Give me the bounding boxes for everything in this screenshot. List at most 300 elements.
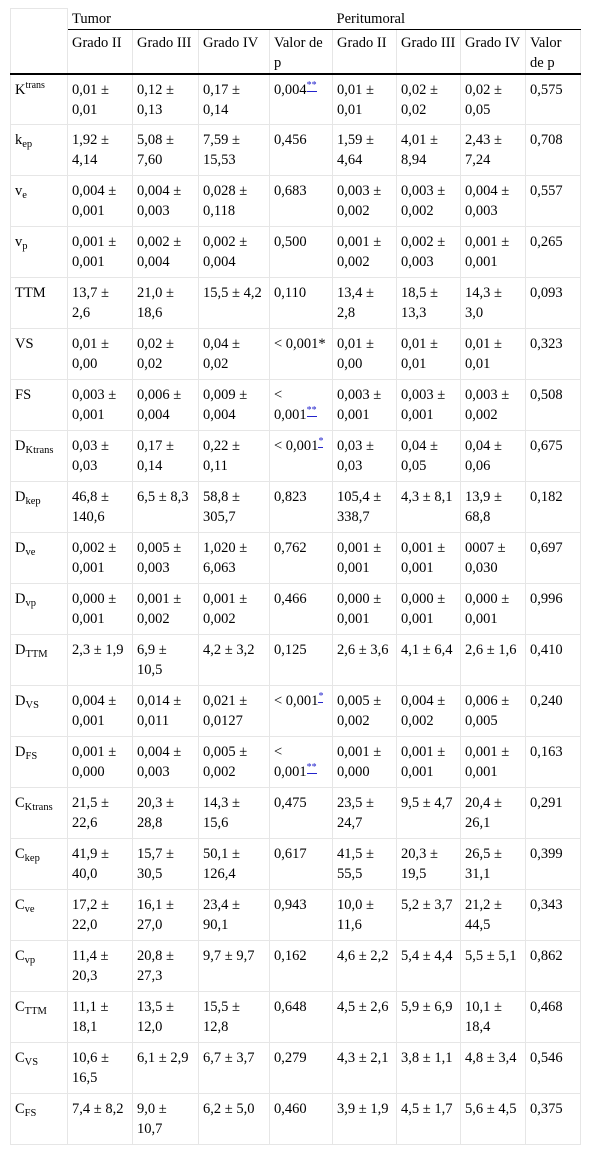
value-cell (133, 533, 199, 584)
cell-value: 0,001 ± 0,002 (203, 591, 248, 627)
cell-value: 1,59 ± 4,64 (337, 132, 374, 168)
cell-value: 0,460 (274, 1101, 307, 1117)
cell-value: < 0,001 (274, 744, 307, 780)
cell-value: 0,22 ± 0,11 (203, 438, 240, 474)
footnote-link[interactable]: * (318, 691, 324, 702)
corner-cell-lower (11, 29, 68, 74)
cell-value: 0,005 ± 0,002 (337, 693, 382, 729)
row-label-base: C (15, 897, 25, 913)
row-label-subscript: TTM (24, 1006, 47, 1017)
value-cell (333, 890, 397, 941)
cell-value: 4,5 ± 1,7 (401, 1101, 453, 1117)
cell-value: 0,163 (530, 744, 563, 760)
cell-value: 0,557 (530, 183, 563, 199)
p-value-cell (526, 329, 581, 380)
cell-value: 2,6 ± 3,6 (337, 642, 389, 658)
cell-value: 41,5 ± 55,5 (337, 846, 374, 882)
cell-value: 0,028 ± 0,118 (203, 183, 248, 219)
row-label-subscript: FS (25, 751, 38, 762)
table-container (10, 8, 580, 1145)
cell-value: 11,1 ± 18,1 (72, 999, 109, 1035)
value-cell (68, 533, 133, 584)
value-cell (397, 839, 461, 890)
cell-value: 0,468 (530, 999, 563, 1015)
cell-value: 0,003 ± 0,002 (465, 387, 510, 423)
value-cell (461, 839, 526, 890)
cell-value: 0,02 ± 0,05 (465, 81, 502, 118)
cell-value: 9,7 ± 9,7 (203, 948, 255, 964)
row-label-base: C (15, 1101, 25, 1117)
cell-value: 0,02 ± 0,02 (137, 336, 174, 372)
cell-value: 0,003 ± 0,002 (337, 183, 382, 219)
row-label-subscript: vp (24, 955, 36, 966)
cell-value: 15,7 ± 30,5 (137, 846, 174, 882)
cell-value: 0,110 (274, 285, 307, 301)
value-cell (461, 635, 526, 686)
column-header: Grado IV (461, 29, 526, 74)
cell-value: 5,4 ± 4,4 (401, 948, 453, 964)
cell-value: 7,59 ± 15,53 (203, 132, 240, 168)
value-cell (133, 278, 199, 329)
value-cell (68, 125, 133, 176)
table-row (11, 380, 581, 431)
cell-value: 0,265 (530, 234, 563, 250)
cell-value: 0,000 ± 0,001 (72, 591, 117, 627)
cell-value: 0,014 ± 0,011 (137, 693, 182, 729)
value-cell (397, 635, 461, 686)
value-cell (461, 890, 526, 941)
cell-value: 4,3 ± 8,1 (401, 489, 453, 505)
cell-value: 5,6 ± 4,5 (465, 1101, 517, 1117)
value-cell (133, 431, 199, 482)
value-cell (461, 74, 526, 125)
row-label-base: C (15, 846, 25, 862)
cell-value: 0,093 (530, 285, 563, 301)
cell-value: 20,3 ± 28,8 (137, 795, 174, 831)
value-cell (133, 227, 199, 278)
value-cell (133, 176, 199, 227)
cell-value: 23,4 ± 90,1 (203, 897, 240, 933)
cell-value: 0,001 ± 0,000 (337, 744, 382, 780)
cell-value: 17,2 ± 22,0 (72, 897, 109, 933)
value-cell (199, 686, 270, 737)
footnote-link[interactable]: ** (306, 762, 317, 773)
row-label-base: D (15, 591, 26, 607)
cell-value: 0,002 ± 0,003 (401, 234, 446, 270)
value-cell (461, 278, 526, 329)
p-value-cell (526, 125, 581, 176)
value-cell (397, 176, 461, 227)
cell-value: 0,697 (530, 540, 563, 556)
value-cell (68, 380, 133, 431)
cell-value: < 0,001 (274, 693, 319, 709)
value-cell (333, 431, 397, 482)
value-cell (68, 992, 133, 1043)
cell-value: 0,001 ± 0,001 (72, 234, 117, 270)
value-cell (333, 992, 397, 1043)
p-value-cell (270, 176, 333, 227)
row-label-base: C (15, 999, 25, 1015)
cell-value: 5,5 ± 5,1 (465, 948, 517, 964)
row-label-base: D (15, 489, 26, 505)
p-value-cell (270, 329, 333, 380)
value-cell (133, 74, 199, 125)
value-cell (133, 1043, 199, 1094)
value-cell (397, 533, 461, 584)
row-label-base: D (15, 693, 26, 709)
cell-value: 13,7 ± 2,6 (72, 285, 109, 321)
row-label (11, 941, 68, 992)
column-header: Grado III (397, 29, 461, 74)
row-label-base: C (15, 948, 25, 964)
row-label-subscript: kep (25, 496, 41, 507)
cell-value: 11,4 ± 20,3 (72, 948, 109, 984)
value-cell (199, 635, 270, 686)
cell-value: 0,003 ± 0,001 (337, 387, 382, 423)
cell-value: 3,9 ± 1,9 (337, 1101, 389, 1117)
cell-value: 58,8 ± 305,7 (203, 489, 240, 525)
table-row (11, 1094, 581, 1145)
value-cell (461, 176, 526, 227)
cell-value: 0,456 (274, 132, 307, 148)
cell-value: 6,5 ± 8,3 (137, 489, 189, 505)
cell-value: 0,943 (274, 897, 307, 913)
cell-value: 0,708 (530, 132, 563, 148)
table-row (11, 635, 581, 686)
row-label-base: D (15, 540, 26, 556)
row-label (11, 176, 68, 227)
cell-value: 13,9 ± 68,8 (465, 489, 502, 525)
footnote-link[interactable]: ** (306, 405, 317, 416)
row-label-base: K (15, 81, 26, 98)
value-cell (333, 482, 397, 533)
value-cell (333, 329, 397, 380)
row-label-subscript: p (22, 241, 28, 252)
cell-value: < 0,001* (274, 336, 326, 352)
value-cell (333, 839, 397, 890)
value-cell (333, 227, 397, 278)
value-cell (133, 686, 199, 737)
p-value-cell (270, 1094, 333, 1145)
cell-value: 7,4 ± 8,2 (72, 1101, 124, 1117)
p-value-cell (526, 176, 581, 227)
row-label-base: FS (15, 387, 32, 403)
cell-value: 21,0 ± 18,6 (137, 285, 174, 321)
table-row (11, 431, 581, 482)
cell-value: 20,4 ± 26,1 (465, 795, 502, 831)
cell-value: 0,01 ± 0,00 (337, 336, 374, 372)
value-cell (133, 329, 199, 380)
cell-value: 0,001 ± 0,001 (337, 540, 382, 576)
cell-value: 41,9 ± 40,0 (72, 846, 109, 882)
value-cell (461, 431, 526, 482)
cell-value: 14,3 ± 3,0 (465, 285, 502, 321)
value-cell (397, 992, 461, 1043)
p-value-cell (526, 74, 581, 125)
p-value-cell (526, 584, 581, 635)
p-value-cell (270, 431, 333, 482)
value-cell (133, 839, 199, 890)
value-cell (199, 125, 270, 176)
p-value-cell (526, 737, 581, 788)
cell-value: 0,006 ± 0,005 (465, 693, 510, 729)
table-row (11, 1043, 581, 1094)
cell-value: 0,001 ± 0,002 (137, 591, 182, 627)
p-value-cell (270, 992, 333, 1043)
column-header: Grado IV (199, 29, 270, 74)
row-label-subscript: kep (24, 853, 40, 864)
cell-value: 0,996 (530, 591, 563, 607)
cell-value: 2,43 ± 7,24 (465, 132, 502, 168)
row-label-subscript: ve (25, 547, 36, 558)
cell-value: 10,6 ± 16,5 (72, 1050, 109, 1086)
cell-value: 0,000 ± 0,001 (465, 591, 510, 627)
value-cell (68, 839, 133, 890)
cell-value: 0,021 ± 0,0127 (203, 693, 248, 729)
cell-value: 6,7 ± 3,7 (203, 1050, 255, 1066)
cell-value: 16,1 ± 27,0 (137, 897, 174, 933)
value-cell (133, 890, 199, 941)
cell-value: 0,001 ± 0,001 (465, 234, 510, 270)
cell-value: 0,01 ± 0,00 (72, 336, 109, 372)
p-value-cell (526, 1043, 581, 1094)
cell-value: 1,92 ± 4,14 (72, 132, 109, 168)
cell-value: 0,508 (530, 387, 563, 403)
cell-value: 2,3 ± 1,9 (72, 642, 124, 658)
row-label (11, 635, 68, 686)
value-cell (199, 1043, 270, 1094)
value-cell (461, 584, 526, 635)
value-cell (133, 125, 199, 176)
cell-value: 6,2 ± 5,0 (203, 1101, 255, 1117)
value-cell (333, 176, 397, 227)
p-value-cell (270, 584, 333, 635)
value-cell (461, 533, 526, 584)
cell-value: 5,2 ± 3,7 (401, 897, 453, 913)
cell-value: 15,5 ± 4,2 (203, 285, 262, 301)
value-cell (133, 992, 199, 1043)
value-cell (199, 431, 270, 482)
cell-value: 0,002 ± 0,004 (137, 234, 182, 270)
cell-value: 0,001 ± 0,001 (401, 744, 446, 780)
p-value-cell (270, 1043, 333, 1094)
p-value-cell (270, 380, 333, 431)
row-label (11, 1094, 68, 1145)
value-cell (333, 74, 397, 125)
cell-value: 10,1 ± 18,4 (465, 999, 502, 1035)
value-cell (199, 788, 270, 839)
cell-value: 0,03 ± 0,03 (72, 438, 109, 474)
cell-value: 0,002 ± 0,004 (203, 234, 248, 270)
row-label-base: D (15, 642, 26, 658)
row-label (11, 278, 68, 329)
cell-value: 0,125 (274, 642, 307, 658)
value-cell (199, 176, 270, 227)
p-value-cell (270, 839, 333, 890)
row-label (11, 788, 68, 839)
cell-value: 0,006 ± 0,004 (137, 387, 182, 423)
row-label (11, 686, 68, 737)
value-cell (133, 380, 199, 431)
value-cell (397, 584, 461, 635)
table-row (11, 992, 581, 1043)
value-cell (133, 737, 199, 788)
cell-value: 9,5 ± 4,7 (401, 795, 453, 811)
group-header-peritumoral: Peritumoral (333, 9, 581, 30)
cell-value: 0,617 (274, 846, 307, 862)
column-header: Valor de p (526, 29, 581, 74)
cell-value: 0,675 (530, 438, 563, 454)
table-row (11, 941, 581, 992)
cell-value: 9,0 ± 10,7 (137, 1101, 167, 1137)
table-row (11, 278, 581, 329)
cell-value: 0,005 ± 0,003 (137, 540, 182, 576)
value-cell (397, 329, 461, 380)
cell-value: 0,03 ± 0,03 (337, 438, 374, 474)
value-cell (199, 890, 270, 941)
column-header: Grado III (133, 29, 199, 74)
cell-value: 0,001 ± 0,002 (337, 234, 382, 270)
value-cell (199, 941, 270, 992)
cell-value: 0,003 ± 0,001 (72, 387, 117, 423)
row-label-superscript: trans (25, 79, 45, 91)
cell-value: 13,5 ± 12,0 (137, 999, 174, 1035)
row-label (11, 890, 68, 941)
value-cell (333, 635, 397, 686)
value-cell (461, 329, 526, 380)
row-label-subscript: ep (22, 139, 33, 150)
row-label-base: v (15, 183, 23, 199)
value-cell (461, 788, 526, 839)
value-cell (199, 278, 270, 329)
cell-value: 0,001 ± 0,001 (465, 744, 510, 780)
table-row (11, 482, 581, 533)
row-label (11, 584, 68, 635)
value-cell (461, 992, 526, 1043)
value-cell (133, 635, 199, 686)
table-row (11, 890, 581, 941)
p-value-cell (270, 125, 333, 176)
value-cell (68, 635, 133, 686)
row-label-base: D (15, 744, 26, 760)
cell-value: 0,01 ± 0,01 (401, 336, 438, 372)
value-cell (461, 737, 526, 788)
cell-value: 0,17 ± 0,14 (203, 81, 240, 118)
cell-value: 0,004 ± 0,002 (401, 693, 446, 729)
cell-value: < 0,001 (274, 438, 319, 454)
value-cell (199, 380, 270, 431)
row-label (11, 737, 68, 788)
cell-value: 0,04 ± 0,02 (203, 336, 240, 372)
cell-value: 46,8 ± 140,6 (72, 489, 109, 525)
value-cell (397, 431, 461, 482)
row-label-subscript: VS (24, 1057, 39, 1068)
cell-value: 6,9 ± 10,5 (137, 642, 167, 678)
row-label-subscript: Ktrans (24, 802, 53, 813)
cell-value: < 0,001 (274, 387, 307, 423)
value-cell (68, 788, 133, 839)
table-row (11, 533, 581, 584)
value-cell (199, 533, 270, 584)
table-row (11, 329, 581, 380)
value-cell (68, 227, 133, 278)
value-cell (333, 278, 397, 329)
cell-value: 0,004 ± 0,003 (137, 744, 182, 780)
row-label (11, 380, 68, 431)
cell-value: 0,648 (274, 999, 307, 1015)
cell-value: 4,2 ± 3,2 (203, 642, 255, 658)
column-header: Grado II (333, 29, 397, 74)
row-label-subscript: VS (25, 700, 39, 711)
value-cell (397, 1094, 461, 1145)
p-value-cell (526, 1094, 581, 1145)
cell-value: 0,575 (530, 81, 563, 98)
cell-value: 0,003 ± 0,002 (401, 183, 446, 219)
value-cell (397, 278, 461, 329)
value-cell (461, 227, 526, 278)
row-label-subscript: Ktrans (25, 445, 54, 456)
value-cell (199, 992, 270, 1043)
cell-value: 0007 ± 0,030 (465, 540, 506, 576)
value-cell (461, 1094, 526, 1145)
value-cell (68, 431, 133, 482)
row-label (11, 992, 68, 1043)
p-value-cell (526, 788, 581, 839)
value-cell (68, 890, 133, 941)
cell-value: 20,3 ± 19,5 (401, 846, 438, 882)
cell-value: 50,1 ± 126,4 (203, 846, 240, 882)
value-cell (461, 1043, 526, 1094)
cell-value: 0,001 ± 0,001 (401, 540, 446, 576)
cell-value: 0,01 ± 0,01 (465, 336, 502, 372)
cell-value: 0,279 (274, 1050, 307, 1066)
value-cell (133, 1094, 199, 1145)
p-value-cell (526, 278, 581, 329)
value-cell (461, 941, 526, 992)
value-cell (133, 788, 199, 839)
cell-value: 0,823 (274, 489, 307, 505)
value-cell (199, 839, 270, 890)
cell-value: 0,004 (274, 81, 307, 98)
cell-value: 4,1 ± 6,4 (401, 642, 453, 658)
value-cell (461, 125, 526, 176)
cell-value: 0,004 ± 0,003 (137, 183, 182, 219)
footnote-link[interactable]: * (318, 436, 324, 447)
p-value-cell (270, 482, 333, 533)
value-cell (333, 737, 397, 788)
p-value-cell (526, 839, 581, 890)
value-cell (333, 125, 397, 176)
cell-value: 0,762 (274, 540, 307, 556)
value-cell (397, 74, 461, 125)
value-cell (333, 788, 397, 839)
row-label-subscript: e (22, 190, 27, 201)
cell-value: 0,500 (274, 234, 307, 250)
value-cell (397, 788, 461, 839)
row-label (11, 227, 68, 278)
results-table (10, 8, 581, 1145)
row-label-subscript: TTM (25, 649, 48, 660)
cell-value: 0,291 (530, 795, 563, 811)
cell-value: 0,410 (530, 642, 563, 658)
value-cell (199, 329, 270, 380)
cell-value: 0,000 ± 0,001 (401, 591, 446, 627)
footnote-link[interactable]: ** (306, 79, 317, 91)
row-label (11, 839, 68, 890)
cell-value: 13,4 ± 2,8 (337, 285, 374, 321)
value-cell (199, 482, 270, 533)
cell-value: 6,1 ± 2,9 (137, 1050, 189, 1066)
